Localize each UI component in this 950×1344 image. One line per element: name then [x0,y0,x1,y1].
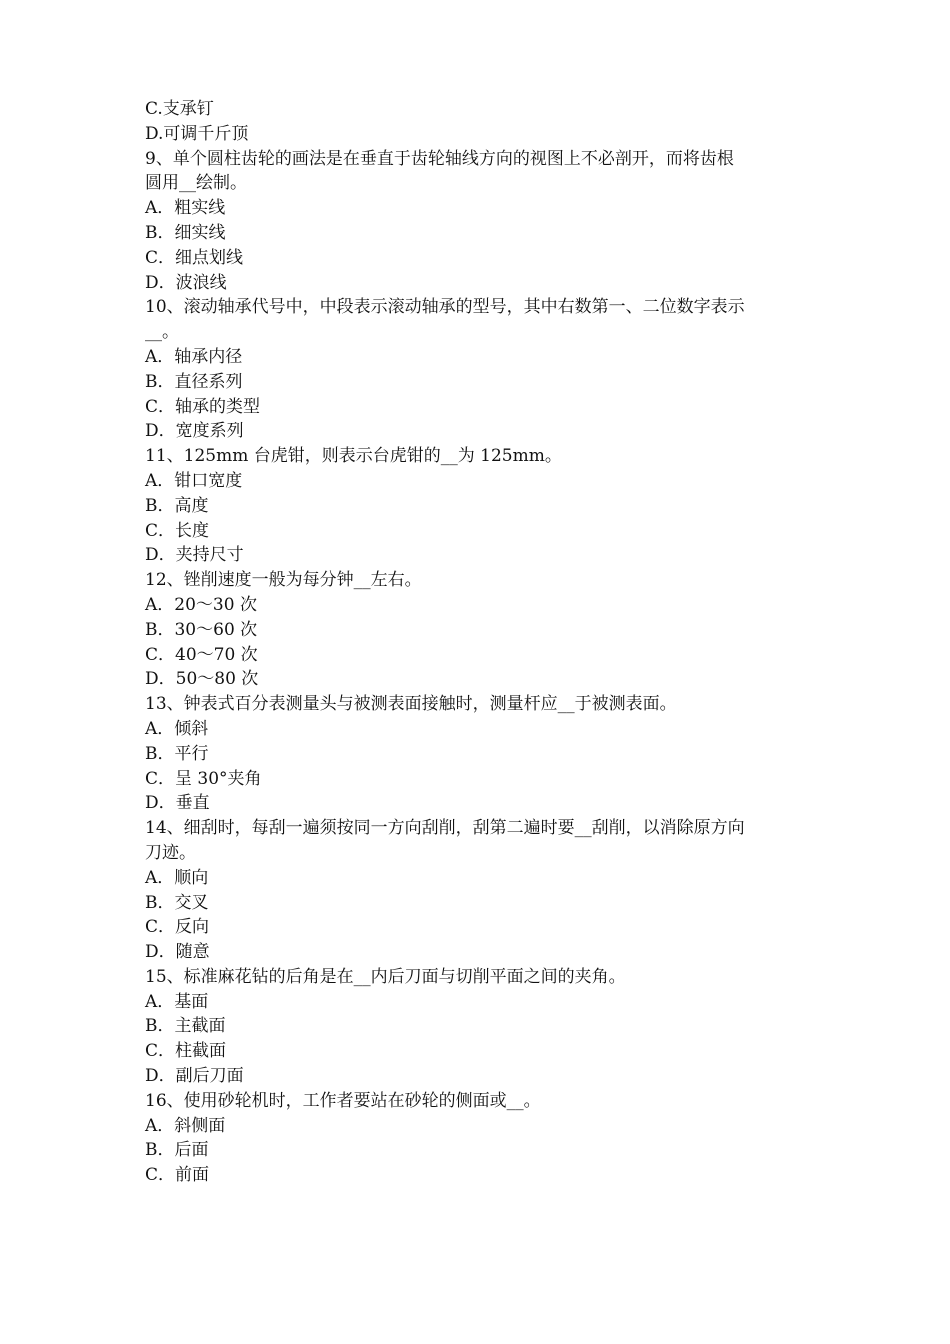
answer-option-line: A．倾斜 [145,718,209,739]
answer-option-line: B．30～60 次 [145,619,258,640]
answer-option-line: B．主截面 [145,1016,226,1037]
question-text-line: 刀迹。 [145,842,196,863]
question-text-line: 10、滚动轴承代号中，中段表示滚动轴承的型号，其中右数第一、二位数字表示 [145,297,745,318]
answer-option-line: B．平行 [145,743,209,764]
answer-option-line: C.支承钉 [145,99,214,119]
answer-option-line: B．高度 [145,495,209,516]
answer-option-line: B．后面 [145,1140,209,1161]
answer-option-line: A．钳口宽度 [145,470,243,491]
answer-option-line: D．随意 [145,942,210,963]
answer-option-line: C．细点划线 [145,247,244,268]
answer-option-line: D．50～80 次 [145,669,259,690]
answer-option-line: C．呈 30°夹角 [145,768,262,789]
answer-option-line: A．20～30 次 [145,594,257,615]
answer-option-line: D.可调千斤顶 [145,123,249,144]
question-text-line: 12、锉削速度一般为每分钟__左右。 [145,570,422,591]
answer-option-line: A．轴承内径 [145,346,243,367]
answer-option-line: D．波浪线 [145,272,227,293]
question-text-line: 13、钟表式百分表测量头与被测表面接触时，测量杆应__于被测表面。 [145,694,677,715]
question-text-line: __。 [145,322,179,343]
answer-option-line: C．前面 [145,1165,210,1186]
question-text-line: 圆用__绘制。 [145,173,247,194]
answer-option-line: D．副后刀面 [145,1066,244,1087]
answer-option-line: A．粗实线 [145,198,226,219]
answer-option-line: C．40～70 次 [145,644,258,665]
answer-option-line: C．反向 [145,917,210,938]
answer-option-line: B．交叉 [145,892,209,913]
answer-option-line: A．基面 [145,991,209,1012]
question-text-line: 9、单个圆柱齿轮的画法是在垂直于齿轮轴线方向的视图上不必剖开，而将齿根 [145,148,734,169]
answer-option-line: C．长度 [145,520,210,541]
answer-option-line: D．夹持尺寸 [145,545,244,566]
answer-option-line: B．直径系列 [145,371,243,392]
document-page [145,97,825,1188]
question-text-line: 15、标准麻花钻的后角是在__内后刀面与切削平面之间的夹角。 [145,966,626,987]
answer-option-line: D．垂直 [145,793,210,814]
question-text-line: 16、使用砂轮机时，工作者要站在砂轮的侧面或__。 [145,1090,541,1111]
answer-option-line: B．细实线 [145,222,226,243]
answer-option-line: C．轴承的类型 [145,396,261,417]
question-text-line: 11、125mm 台虎钳，则表示台虎钳的__为 125mm。 [145,446,562,467]
answer-option-line: A．斜侧面 [145,1115,226,1136]
answer-option-line: C．柱截面 [145,1041,227,1062]
answer-option-line: A．顺向 [145,867,209,888]
answer-option-line: D．宽度系列 [145,421,244,442]
question-text-line: 14、细刮时，每刮一遍须按同一方向刮削，刮第二遍时要__刮削，以消除原方向 [145,818,745,839]
